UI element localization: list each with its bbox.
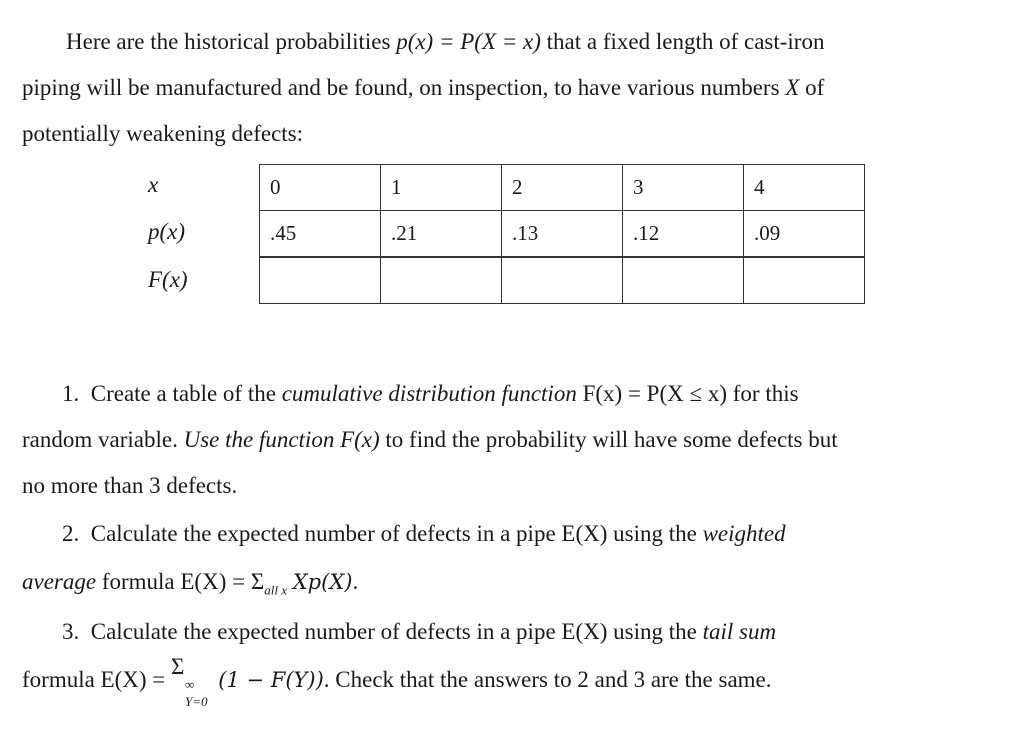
q1-text-a: Create a table of the: [90, 381, 282, 406]
q2-text-d: formula E(X) =: [96, 569, 251, 594]
table-cell: 2: [502, 165, 623, 211]
table-cell: 4: [744, 165, 865, 211]
row-label-px: p(x): [148, 219, 186, 244]
q2-period: .: [352, 569, 359, 594]
intro-text-5: potentially weakening defects:: [22, 121, 304, 146]
q3-text-tailsum: tail sum: [702, 619, 777, 644]
table-cell-empty: [502, 257, 623, 304]
q3-sigma: Σ: [171, 654, 185, 679]
table-cell-empty: [744, 257, 865, 304]
intro-text-4: of: [799, 75, 825, 100]
table-cell: 0: [260, 165, 381, 211]
intro-pmf-expression: p(x) = P(X = x): [396, 29, 541, 54]
q1-text-cdf: cumulative distribution function: [281, 381, 577, 406]
q2-expression: Xp(X): [292, 570, 353, 594]
table-cell: .09: [744, 211, 865, 258]
q3-text-e: . Check that the answers to 2 and 3 are the same.: [323, 667, 772, 692]
row-label-Fx: F(x): [148, 267, 188, 292]
q1-text-d: random variable.: [22, 427, 184, 452]
question-2-number: 2.: [62, 521, 80, 546]
q3-text-a: Calculate the expected number of defects in a pipe E(X) using the: [90, 619, 703, 644]
q2-sigma-subscript: all x: [264, 582, 287, 598]
q2-text-weighted: weighted: [702, 521, 786, 546]
row-label-x: x: [148, 172, 159, 197]
question-3: [22, 608, 1007, 709]
q2-text-a: Calculate the expected number of defects in a pipe E(X) using the: [90, 521, 703, 546]
table-row-x: [260, 165, 865, 211]
table-cell-empty: [623, 257, 744, 304]
intro-paragraph: [22, 19, 1007, 157]
q1-text-f: to find the probability will have some defects but: [379, 427, 838, 452]
q1-text-g: no more than 3 defects.: [22, 473, 238, 498]
q3-expression: (1 − F(Y)): [218, 668, 324, 692]
q3-sigma-subscript: Y=0: [185, 694, 208, 709]
question-2: [22, 510, 1007, 606]
q3-sigma-superscript: ∞: [185, 677, 195, 692]
question-1-number: 1.: [62, 381, 80, 406]
question-1: [22, 371, 1007, 509]
table-row-px: [260, 211, 865, 258]
table-cell-empty: [260, 257, 381, 304]
table-cell: 1: [381, 165, 502, 211]
intro-text-3: piping will be manufactured and be found, on inspection, to have various numbers: [22, 75, 786, 100]
table-cell: .13: [502, 211, 623, 258]
question-3-number: 3.: [62, 619, 80, 644]
table-cell: .12: [623, 211, 744, 258]
q2-sigma: Σ: [250, 569, 265, 594]
table-cell: .21: [381, 211, 502, 258]
distribution-table: [259, 164, 865, 304]
table-cell: 3: [623, 165, 744, 211]
intro-text-1: Here are the historical probabilities: [66, 29, 397, 54]
table-row-Fx: [260, 257, 865, 304]
q1-text-e: Use the function F(x): [183, 427, 380, 452]
intro-variable-x: X: [785, 75, 800, 100]
table-cell: .45: [260, 211, 381, 258]
q1-text-c: F(x) = P(X ≤ x) for this: [576, 381, 799, 406]
q2-text-average: average: [22, 569, 97, 594]
intro-text-2: that a fixed length of cast-iron: [540, 29, 825, 54]
table-cell-empty: [381, 257, 502, 304]
q3-text-c: formula E(X) =: [22, 667, 172, 692]
q3-summation: [171, 654, 208, 709]
